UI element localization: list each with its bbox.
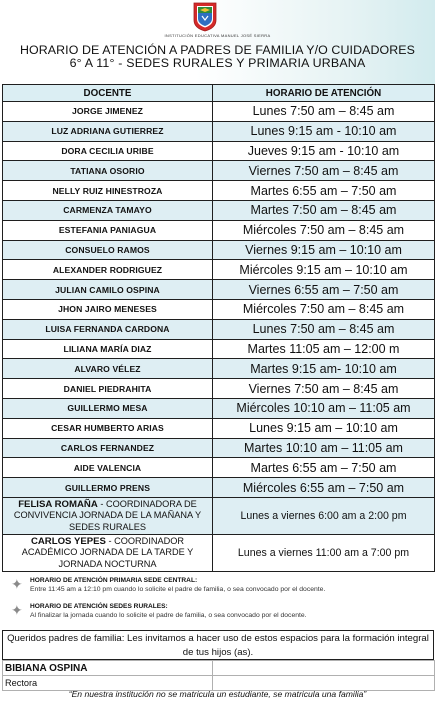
attention-hours: Martes 6:55 am – 7:50 am (213, 181, 435, 201)
attention-hours: Jueves 9:15 am - 10:10 am (213, 141, 435, 161)
signer-name: BIBIANA OSPINA (3, 661, 213, 676)
attention-hours: Viernes 7:50 am – 8:45 am (213, 379, 435, 399)
attention-hours: Martes 7:50 am – 8:45 am (213, 200, 435, 220)
invitation-text: Queridos padres de familia: Les invitamos a hacer uso de estos espacios para la formación integral de tus hijos (as). (2, 630, 434, 660)
attention-hours: Lunes 9:15 am – 10:10 am (213, 418, 435, 438)
table-row (3, 379, 435, 399)
table-row (3, 181, 435, 201)
table-row (3, 458, 435, 478)
coordinator-hours: Lunes a viernes 11:00 am a 7:00 pm (213, 534, 435, 571)
teacher-name: AIDE VALENCIA (3, 458, 213, 478)
empty-cell (213, 661, 435, 676)
attention-hours: Viernes 7:50 am – 8:45 am (213, 161, 435, 181)
coordinator-cell (3, 497, 213, 534)
attention-hours: Martes 9:15 am- 10:10 am (213, 359, 435, 379)
teacher-name: JULIAN CAMILO OSPINA (3, 280, 213, 300)
teacher-name: DORA CECILIA URIBE (3, 141, 213, 161)
institution-motto: “En nuestra institución no se matricula un estudiante, se matricula una familia” (68, 689, 367, 699)
teacher-name: JHON JAIRO MENESES (3, 299, 213, 319)
teacher-name: CONSUELO RAMOS (3, 240, 213, 260)
note-title: HORARIO DE ATENCIÓN PRIMARIA SEDE CENTRAL: (30, 577, 198, 584)
coordinator-name: FELISA ROMAÑA (18, 498, 98, 510)
signature-block (2, 660, 435, 691)
schedule-table (2, 84, 435, 572)
teacher-name: LUISA FERNANDA CARDONA (3, 319, 213, 339)
attention-hours: Lunes 7:50 am – 8:45 am (213, 319, 435, 339)
note-title: HORARIO DE ATENCIÓN SEDES RURALES: (30, 603, 168, 610)
teacher-name: GUILLERMO MESA (3, 398, 213, 418)
teacher-name: ALVARO VÉLEZ (3, 359, 213, 379)
teacher-name: CESAR HUMBERTO ARIAS (3, 418, 213, 438)
note-text: Entre 11:45 am a 12:10 pm cuando lo solicite el padre de familia, o sea convocado por el docente. (30, 586, 326, 593)
table-row (3, 359, 435, 379)
column-header-horario: HORARIO DE ATENCIÓN (213, 85, 435, 102)
attention-hours: Miércoles 9:15 am – 10:10 am (213, 260, 435, 280)
attention-hours: Miércoles 7:50 am – 8:45 am (213, 299, 435, 319)
document-header (0, 0, 435, 84)
table-row (3, 418, 435, 438)
notes-section (0, 573, 435, 629)
teacher-name: LUZ ADRIANA GUTIERREZ (3, 121, 213, 141)
column-header-docente: DOCENTE (3, 85, 213, 102)
note-text: Al finalizar la jornada cuando lo solicite el padre de familia, o sea convocado por el docente. (30, 612, 307, 619)
attention-hours: Viernes 6:55 am – 7:50 am (213, 280, 435, 300)
attention-hours: Lunes 7:50 am – 8:45 am (213, 102, 435, 122)
table-row (3, 102, 435, 122)
coordinator-name: CARLOS YEPES (30, 535, 106, 547)
school-crest-icon (193, 2, 217, 32)
institution-name: INSTITUCIÓN EDUCATIVA MANUEL JOSÉ SIERRA (164, 33, 271, 38)
table-row (3, 240, 435, 260)
attention-hours: Viernes 9:15 am – 10:10 am (213, 240, 435, 260)
coordinator-cell (3, 534, 213, 571)
attention-hours: Martes 11:05 am – 12:00 m (213, 339, 435, 359)
teacher-name: TATIANA OSORIO (3, 161, 213, 181)
coordinator-hours: Lunes a viernes 6:00 am a 2:00 pm (213, 497, 435, 534)
table-header-row (3, 85, 435, 102)
document-title-line2: 6° A 11° - SEDES RURALES Y PRIMARIA URBANA (69, 56, 366, 70)
table-row (3, 280, 435, 300)
table-row (3, 398, 435, 418)
teacher-name: CARLOS FERNANDEZ (3, 438, 213, 458)
table-row (3, 478, 435, 498)
teacher-name: ALEXANDER RODRIGUEZ (3, 260, 213, 280)
table-row (3, 161, 435, 181)
teacher-name: ESTEFANIA PANIAGUA (3, 220, 213, 240)
table-row (3, 220, 435, 240)
coordinator-row (3, 497, 435, 534)
table-row (3, 141, 435, 161)
table-row (3, 438, 435, 458)
table-row (3, 121, 435, 141)
teacher-name: CARMENZA TAMAYO (3, 200, 213, 220)
attention-hours: Miércoles 10:10 am – 11:05 am (213, 398, 435, 418)
star-bullet-icon: ✦ (11, 576, 23, 592)
coordinator-role: - COORDINADOR ACADÉMICO JORNADA DE LA TARDE Y JORNADA NOCTURNA (21, 535, 194, 569)
teacher-name: LILIANA MARÍA DIAZ (3, 339, 213, 359)
coordinator-role: - COORDINADORA DE CONVIVENCIA JORNADA DE LA MAÑANA Y SEDES RURALES (13, 498, 202, 532)
table-row (3, 260, 435, 280)
table-row (3, 339, 435, 359)
teacher-name: NELLY RUIZ HINESTROZA (3, 181, 213, 201)
coordinator-row (3, 534, 435, 571)
teacher-name: GUILLERMO PRENS (3, 478, 213, 498)
signer-role: Rectora (3, 676, 213, 691)
table-row (3, 200, 435, 220)
attention-hours: Martes 6:55 am – 7:50 am (213, 458, 435, 478)
table-row (3, 319, 435, 339)
attention-hours: Martes 10:10 am – 11:05 am (213, 438, 435, 458)
table-row (3, 299, 435, 319)
attention-hours: Miércoles 7:50 am – 8:45 am (213, 220, 435, 240)
teacher-name: JORGE JIMENEZ (3, 102, 213, 122)
attention-hours: Lunes 9:15 am - 10:10 am (213, 121, 435, 141)
document-title-line1: HORARIO DE ATENCIÓN A PADRES DE FAMILIA Y/O CUIDADORES (19, 43, 416, 57)
attention-hours: Miércoles 6:55 am – 7:50 am (213, 478, 435, 498)
star-bullet-icon: ✦ (11, 602, 23, 618)
teacher-name: DANIEL PIEDRAHITA (3, 379, 213, 399)
